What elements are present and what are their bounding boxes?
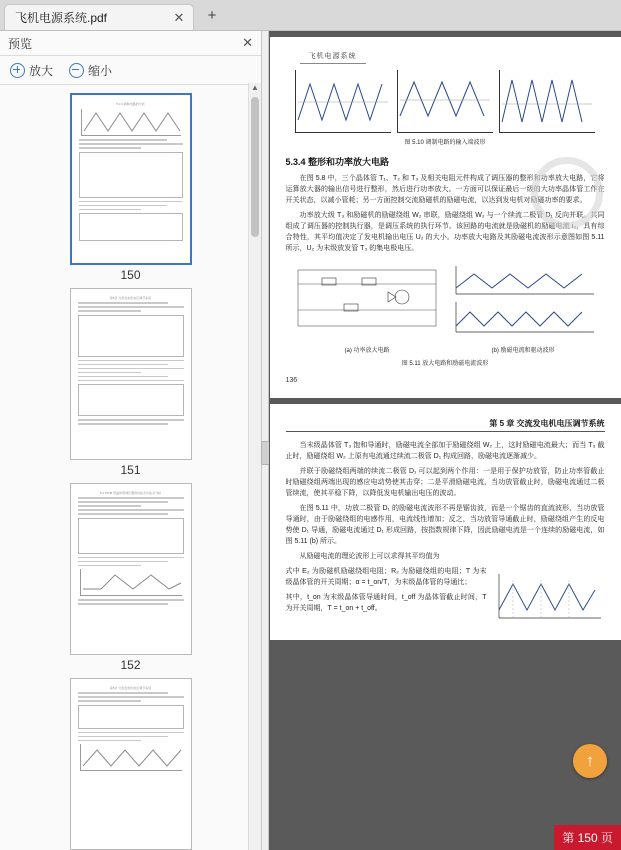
paragraph: 在图 5.11 中，功放二极管 D₁ 的励磁电流波形不再是锯齿波，而是一个锯齿的直流波形，当功放管导通时，由于励磁绕组的电感作用，电流线性增加；反之，当功放管导通截止时，励磁绕组产生的反电势使 D₁ 导通，励磁电流通过 D₁ 形成回路，按指数规律下降，因此励磁电流是一个连续的励磁电流，如图 5.11 (b) 所示。	[285, 505, 605, 545]
page-indicator-badge: 第 150 页	[554, 825, 621, 850]
chapter-running-head: 第 5 章 交流发电机电压调节系统	[286, 418, 605, 432]
waveform-icon	[81, 569, 187, 595]
arrow-up-icon: ↑	[585, 751, 595, 770]
formula-note: 式中 E₂ 为励磁机励磁绕组电阻；R₂ 为励磁绕组的电阻；T 为末级晶体管的开关周期；α = t_on/T，为末级晶体管的导通比；	[285, 568, 487, 586]
main-area	[0, 31, 621, 850]
preview-sidebar	[0, 31, 262, 850]
watermark-icon	[531, 157, 603, 229]
paragraph: 在图 5.8 中，三个晶体管 T₁、T₂ 和 T₃ 及相关电阻元件构成了调压器的整形和功率放大电路，它将运算放大器的输出信号进行整形，然后进行功率放大。一方面可以保证最后一级的大功率晶体管工作在开关状态，以减小管耗；另一方面控制交流励磁机的励磁电流，以达到发电机对励磁功率的要求。	[285, 175, 605, 204]
pdf-page-137	[270, 404, 621, 640]
close-icon[interactable]: ✕	[242, 35, 253, 50]
list-item[interactable]	[0, 678, 261, 850]
waveform-icon	[81, 744, 187, 770]
scroll-up-arrow[interactable]: ▲	[251, 83, 259, 92]
waveform-plot	[499, 70, 595, 133]
thumb-waveform	[80, 744, 182, 771]
thumbnail-label: 151	[120, 463, 141, 477]
figure-5-11	[286, 260, 605, 354]
figure-5-10	[286, 70, 605, 133]
pdf-viewer[interactable]	[269, 31, 621, 850]
tab-title: 飞机电源系统.pdf	[15, 11, 108, 25]
circuit-diagram-icon	[292, 260, 442, 338]
thumbnail-page-151[interactable]	[70, 288, 192, 460]
thumbnail-page-153[interactable]	[70, 678, 192, 850]
preview-header	[0, 31, 261, 56]
tab-document[interactable]	[4, 4, 194, 30]
figure-sublabel-b: (b) 励磁电流和驱动波形	[491, 348, 555, 354]
figure-caption: 图 5.11 放大电路和励磁电流波形	[401, 361, 489, 367]
section-title: 5.3.4 整形和功率放大电路	[285, 157, 390, 167]
formula-note-2: 其中，t_on 为末级晶体管导通时间，t_off 为晶体管截止时间，T 为开关周期，T = t_on + t_off。	[285, 594, 487, 612]
browser-tab-bar	[0, 0, 621, 31]
zoom-in-label: 放大	[29, 63, 54, 78]
thumb-figure	[78, 315, 184, 357]
figure-sublabel-a: (a) 功率放大电路	[344, 348, 390, 354]
thumbnail-label: 152	[120, 658, 141, 672]
pdf-page-136	[270, 37, 621, 398]
paragraph: 功率放大级 T₃ 和励磁机的励磁绕组 W₂ 串联，励磁绕组 W₂ 与一个续流二极管 D₁ 反向并联。共同组成了调压器的控制执行器，是调压系统的执行环节。该回路的电流就是励磁机的励磁电流 i₂，具有综合特性，其平均值决定了发电机输出电压 U₂ 的大小。功率放大电路及其励磁电流波形示意图如图 5.11 所示，U₂ 为末级放发管 T₃ 的集电极电压。	[285, 212, 605, 252]
preview-title: 预览	[8, 36, 33, 51]
thumb-figure	[78, 384, 184, 416]
triangle-wave-icon	[500, 70, 595, 132]
waveform-plot	[397, 70, 493, 133]
paragraph: 并联于励磁绕组两端的续流二极管 D₁ 可以起到两个作用：一是用于保护功放管，防止功率管截止时励磁绕组两端出现的感应电动势使其击穿；二是平滑励磁电流，当功放管截止时，励磁电流通过二极管续流，使其平稳下降，以降低发电机输出电压的波动。	[285, 468, 605, 497]
thumbnail-label: 150	[120, 268, 141, 282]
thumbnail-page-152[interactable]	[70, 483, 192, 655]
zoom-out-icon	[69, 63, 84, 78]
waveform-icon	[82, 109, 188, 135]
paragraph: 从励磁电流的理论波形上可以求得其平均值为	[299, 553, 440, 560]
triangle-wave-icon	[398, 70, 493, 132]
page-number: 136	[285, 377, 298, 384]
scrollbar-thumb[interactable]	[251, 97, 259, 237]
scroll-to-top-button[interactable]	[573, 744, 607, 778]
thumbnail-page-150[interactable]	[70, 93, 192, 265]
waveform-plot	[295, 70, 391, 133]
close-icon[interactable]: ✕	[173, 9, 185, 25]
thumb-figure	[79, 152, 183, 198]
list-item[interactable]	[0, 288, 261, 477]
figure-5-11-b	[448, 260, 598, 354]
list-item[interactable]	[0, 93, 261, 282]
thumb-heading: 5.4 PWM 型晶体管调压器的性能及功能及分析	[99, 491, 162, 495]
thumbnail-list[interactable]	[0, 85, 261, 850]
sidebar-scrollbar[interactable]	[248, 83, 261, 850]
thumb-figure	[78, 705, 184, 729]
panel-splitter[interactable]	[262, 31, 269, 850]
thumb-heading: 5.3.3 调制电路的分析	[116, 102, 145, 106]
thumb-heading: 第5章 交流发电机电压调节系统	[109, 296, 152, 300]
thumb-figure	[79, 213, 183, 241]
zoom-toolbar	[0, 56, 261, 85]
zoom-out-button[interactable]	[69, 62, 112, 79]
page-running-head: 飞机电源系统	[300, 51, 366, 64]
waveform-figure-icon	[495, 570, 605, 626]
thumb-heading: 第5章 交流发电机电压调节系统	[109, 686, 152, 690]
paragraph: 当末级晶体管 T₃ 饱和导通时，励磁电流全部加于励磁绕组 W₂ 上，这时励磁电流最大；而当 T₃ 截止时，励磁绕组 W₂ 上原有电流通过续流二极管 D₁ 构成回路，励磁电流逐渐减少。	[285, 442, 605, 460]
zoom-in-button[interactable]	[10, 62, 53, 79]
thumb-waveform	[81, 109, 181, 136]
zoom-out-label: 缩小	[88, 63, 113, 78]
new-tab-button[interactable]: +	[207, 7, 217, 24]
current-waveform-icon	[448, 260, 598, 338]
figure-5-11-a	[292, 260, 442, 354]
thumb-waveform	[80, 569, 182, 596]
triangle-wave-icon	[296, 70, 391, 132]
list-item[interactable]	[0, 483, 261, 672]
figure-caption: 图 5.10 调制电路的输入端波形	[404, 140, 486, 146]
zoom-in-icon	[10, 63, 25, 78]
thumb-figure	[78, 518, 184, 554]
